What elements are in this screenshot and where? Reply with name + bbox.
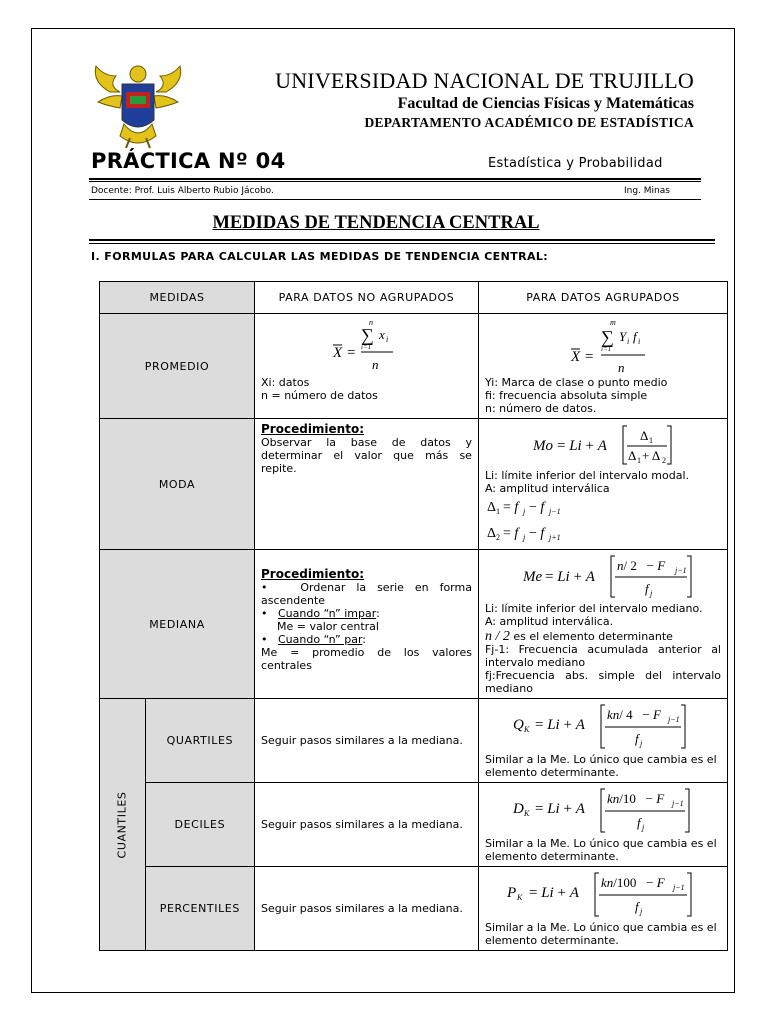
svg-text:j−1: j−1 (548, 507, 561, 516)
svg-text:f: f (636, 815, 641, 830)
svg-text:1: 1 (648, 436, 653, 445)
promedio-ungrouped (255, 314, 479, 419)
document-title: MEDIDAS DE TENDENCIA CENTRAL (212, 213, 540, 233)
moda-ungrouped (255, 419, 479, 550)
svg-text:K: K (523, 809, 530, 818)
label-mediana: MEDIANA (100, 550, 255, 699)
mediana-grouped-note-3: n / 2 es el elemento determinante (484, 629, 673, 644)
svg-text:1: 1 (495, 507, 500, 516)
row-promedio (100, 314, 728, 419)
percentiles-ungrouped-text: Seguir pasos similares a la mediana. (261, 902, 463, 915)
quartiles-ungrouped (255, 699, 479, 783)
row-moda (100, 419, 728, 550)
row-mediana (100, 550, 728, 699)
promedio-grouped-note-3: n: número de datos. (484, 402, 597, 415)
mode-formula (485, 422, 721, 466)
quartiles-grouped (478, 699, 727, 783)
svg-text:j: j (522, 507, 526, 516)
delta-formulas (485, 495, 721, 543)
moda-procedure-title: Procedimiento: (261, 422, 365, 436)
svg-text:Y: Y (618, 329, 627, 344)
svg-text:= Li + A: = Li + A (534, 717, 585, 733)
header-medidas: MEDIDAS (100, 282, 255, 314)
header-no-agrupados: PARA DATOS NO AGRUPADOS (255, 282, 479, 314)
mediana-bullet-3-sub: Me = promedio de los valores centrales (261, 646, 472, 672)
svg-text:= f: = f (502, 500, 519, 515)
deciles-grouped-text: Similar a la Me. Lo único que cambia es el elemento determinante. (484, 837, 717, 863)
mediana-grouped-note-2: A: amplitud interválica. (484, 615, 614, 628)
svg-text:− f: − f (528, 500, 545, 515)
svg-text:K: K (516, 893, 523, 902)
decile-formula (485, 786, 721, 834)
svg-text:i: i (626, 337, 630, 346)
svg-text:j: j (641, 823, 645, 832)
svg-text:D: D (512, 801, 524, 817)
svg-text:j−1: j−1 (667, 715, 680, 724)
label-percentiles: PERCENTILES (145, 867, 254, 951)
svg-text:i: i (637, 337, 641, 346)
svg-text:j−1: j−1 (671, 799, 684, 808)
mediana-ungrouped (255, 550, 479, 699)
mediana-bullet-2-sub: Me = valor central (277, 620, 379, 633)
moda-procedure-text: Observar la base de datos y determinar el valor que más se repite. (261, 436, 472, 475)
label-moda: MODA (100, 419, 255, 550)
svg-text:= f: = f (502, 526, 519, 541)
percentiles-grouped (478, 867, 727, 951)
svg-text:2: 2 (661, 456, 666, 465)
promedio-ungrouped-note-1: Xi: datos (261, 376, 310, 389)
svg-text:= Li + A: = Li + A (556, 438, 607, 454)
divider (89, 181, 701, 182)
svg-text:j−1: j−1 (672, 883, 685, 892)
mean-grouped-formula (485, 317, 721, 373)
svg-text:∑: ∑ (361, 325, 374, 345)
percentiles-ungrouped (255, 867, 479, 951)
mediana-grouped-note-4: Fj-1: Frecuencia acumulada anterior al intervalo mediano (484, 643, 721, 669)
mediana-bullet-1: • Ordenar la serie en forma ascendente (261, 581, 472, 607)
svg-text:x: x (379, 327, 385, 342)
svg-text:+ Δ: + Δ (641, 448, 661, 463)
row-quartiles (100, 699, 728, 783)
svg-text:∑: ∑ (600, 327, 614, 347)
svg-text:n: n (617, 360, 625, 373)
svg-text:= Li + A: = Li + A (544, 569, 595, 585)
quartiles-ungrouped-text: Seguir pasos similares a la mediana. (261, 734, 463, 747)
svg-text:i: i (386, 335, 389, 344)
svg-text:X: X (333, 345, 343, 361)
svg-text:Δ: Δ (486, 500, 496, 515)
label-deciles: DECILES (145, 783, 254, 867)
svg-text:m: m (609, 318, 616, 327)
svg-text:kn/100 − F: kn/100 − F (600, 875, 665, 890)
mediana-bullet-3-text: Cuando “n” par (278, 633, 363, 646)
svg-text:Δ: Δ (639, 428, 649, 443)
label-quartiles: QUARTILES (145, 699, 254, 783)
percentiles-grouped-text: Similar a la Me. Lo único que cambia es el elemento determinante. (484, 921, 717, 947)
svg-text:Mo: Mo (532, 438, 553, 454)
teacher-name: Docente: Prof. Luis Alberto Rubio Jácobo. (91, 186, 274, 196)
svg-text:j: j (639, 739, 643, 748)
cuantiles-group (100, 699, 146, 951)
svg-text:f: f (634, 899, 639, 914)
svg-text:K: K (523, 725, 530, 734)
svg-text:n: n (372, 357, 379, 372)
svg-text:Δ: Δ (627, 448, 637, 463)
mediana-bullet-3: • Cuando “n” par: (261, 633, 367, 646)
deciles-ungrouped (255, 783, 479, 867)
svg-text:j−1: j−1 (674, 566, 687, 575)
svg-text:kn/10 − F: kn/10 − F (606, 791, 665, 806)
promedio-grouped (478, 314, 727, 419)
svg-text:j: j (639, 907, 643, 916)
svg-text:n: n (369, 318, 374, 327)
divider (89, 178, 701, 180)
department-name: DEPARTAMENTO ACADÉMICO DE ESTADÍSTICA (364, 115, 694, 130)
university-header (200, 68, 694, 131)
svg-text:1: 1 (636, 456, 641, 465)
promedio-ungrouped-note-2: n = número de datos (261, 389, 378, 402)
svg-text:i=1: i=1 (361, 343, 372, 351)
moda-grouped-note-1: Li: límite inferior del intervalo modal. (484, 469, 690, 482)
promedio-grouped-note-1: Yi: Marca de clase o punto medio (484, 376, 668, 389)
mediana-bullet-1-text: Ordenar la serie en forma ascendente (261, 581, 472, 607)
svg-text:f: f (644, 581, 649, 596)
svg-text:i=1: i=1 (600, 345, 612, 353)
svg-text:=: = (347, 345, 356, 361)
svg-text:P: P (506, 885, 517, 901)
svg-text:Me: Me (522, 569, 543, 585)
section-heading: I. FORMULAS PARA CALCULAR LAS MEDIDAS DE TENDENCIA CENTRAL: (91, 250, 549, 263)
svg-text:j: j (649, 589, 653, 598)
n-over-2: n / 2 (484, 629, 510, 644)
svg-text:X: X (570, 349, 581, 365)
divider (89, 243, 715, 244)
svg-text:2: 2 (495, 533, 500, 542)
mediana-bullet-2: • Cuando “n” impar: (261, 607, 380, 620)
mediana-grouped (478, 550, 727, 699)
university-crest-logo (90, 62, 186, 150)
formulas-table (99, 281, 728, 951)
svg-text:= Li + A: = Li + A (534, 801, 585, 817)
row-deciles (100, 783, 728, 867)
university-name: UNIVERSIDAD NACIONAL DE TRUJILLO (275, 68, 694, 93)
svg-text:j+1: j+1 (548, 533, 561, 542)
quartiles-grouped-text: Similar a la Me. Lo único que cambia es el elemento determinante. (484, 753, 717, 779)
moda-grouped-note-2: A: amplitud interválica (484, 482, 610, 495)
svg-text:= Li + A: = Li + A (528, 885, 579, 901)
svg-text:Δ: Δ (486, 526, 496, 541)
svg-text:=: = (584, 349, 594, 365)
svg-text:− f: − f (528, 526, 545, 541)
median-formula (485, 553, 721, 599)
mediana-bullet-2-text: Cuando “n” impar (278, 607, 377, 620)
quartile-formula (485, 702, 721, 750)
label-promedio: PROMEDIO (100, 314, 255, 419)
divider (89, 239, 715, 241)
promedio-grouped-note-2: fi: frecuencia absoluta simple (484, 389, 648, 402)
header-agrupados: PARA DATOS AGRUPADOS (478, 282, 727, 314)
subject-name: Estadística y Probabilidad (488, 156, 663, 171)
row-percentiles (100, 867, 728, 951)
faculty-name: Facultad de Ciencias Físicas y Matemáticas (397, 95, 694, 112)
svg-text:f: f (632, 329, 637, 344)
label-cuantiles: CUANTILES (115, 791, 129, 858)
moda-grouped (478, 419, 727, 550)
divider (89, 199, 701, 200)
svg-text:f: f (634, 731, 639, 746)
svg-text:Q: Q (512, 717, 524, 733)
deciles-ungrouped-text: Seguir pasos similares a la mediana. (261, 818, 463, 831)
svg-text:n/ 2 − F: n/ 2 − F (616, 558, 666, 573)
percentile-formula (485, 870, 721, 918)
mediana-grouped-note-1: Li: límite inferior del intervalo mediano. (484, 602, 703, 615)
career-name: Ing. Minas (624, 186, 670, 196)
svg-text:kn/ 4 − F: kn/ 4 − F (606, 707, 661, 722)
table-header-row (100, 282, 728, 314)
mediana-procedure-title: Procedimiento: (261, 567, 365, 581)
practice-title: PRÁCTICA Nº 04 (91, 149, 286, 173)
mediana-grouped-note-5: fj:Frecuencia abs. simple del intervalo mediano (484, 669, 721, 695)
deciles-grouped (478, 783, 727, 867)
svg-text:j: j (522, 533, 526, 542)
mean-ungrouped-formula (261, 317, 471, 373)
